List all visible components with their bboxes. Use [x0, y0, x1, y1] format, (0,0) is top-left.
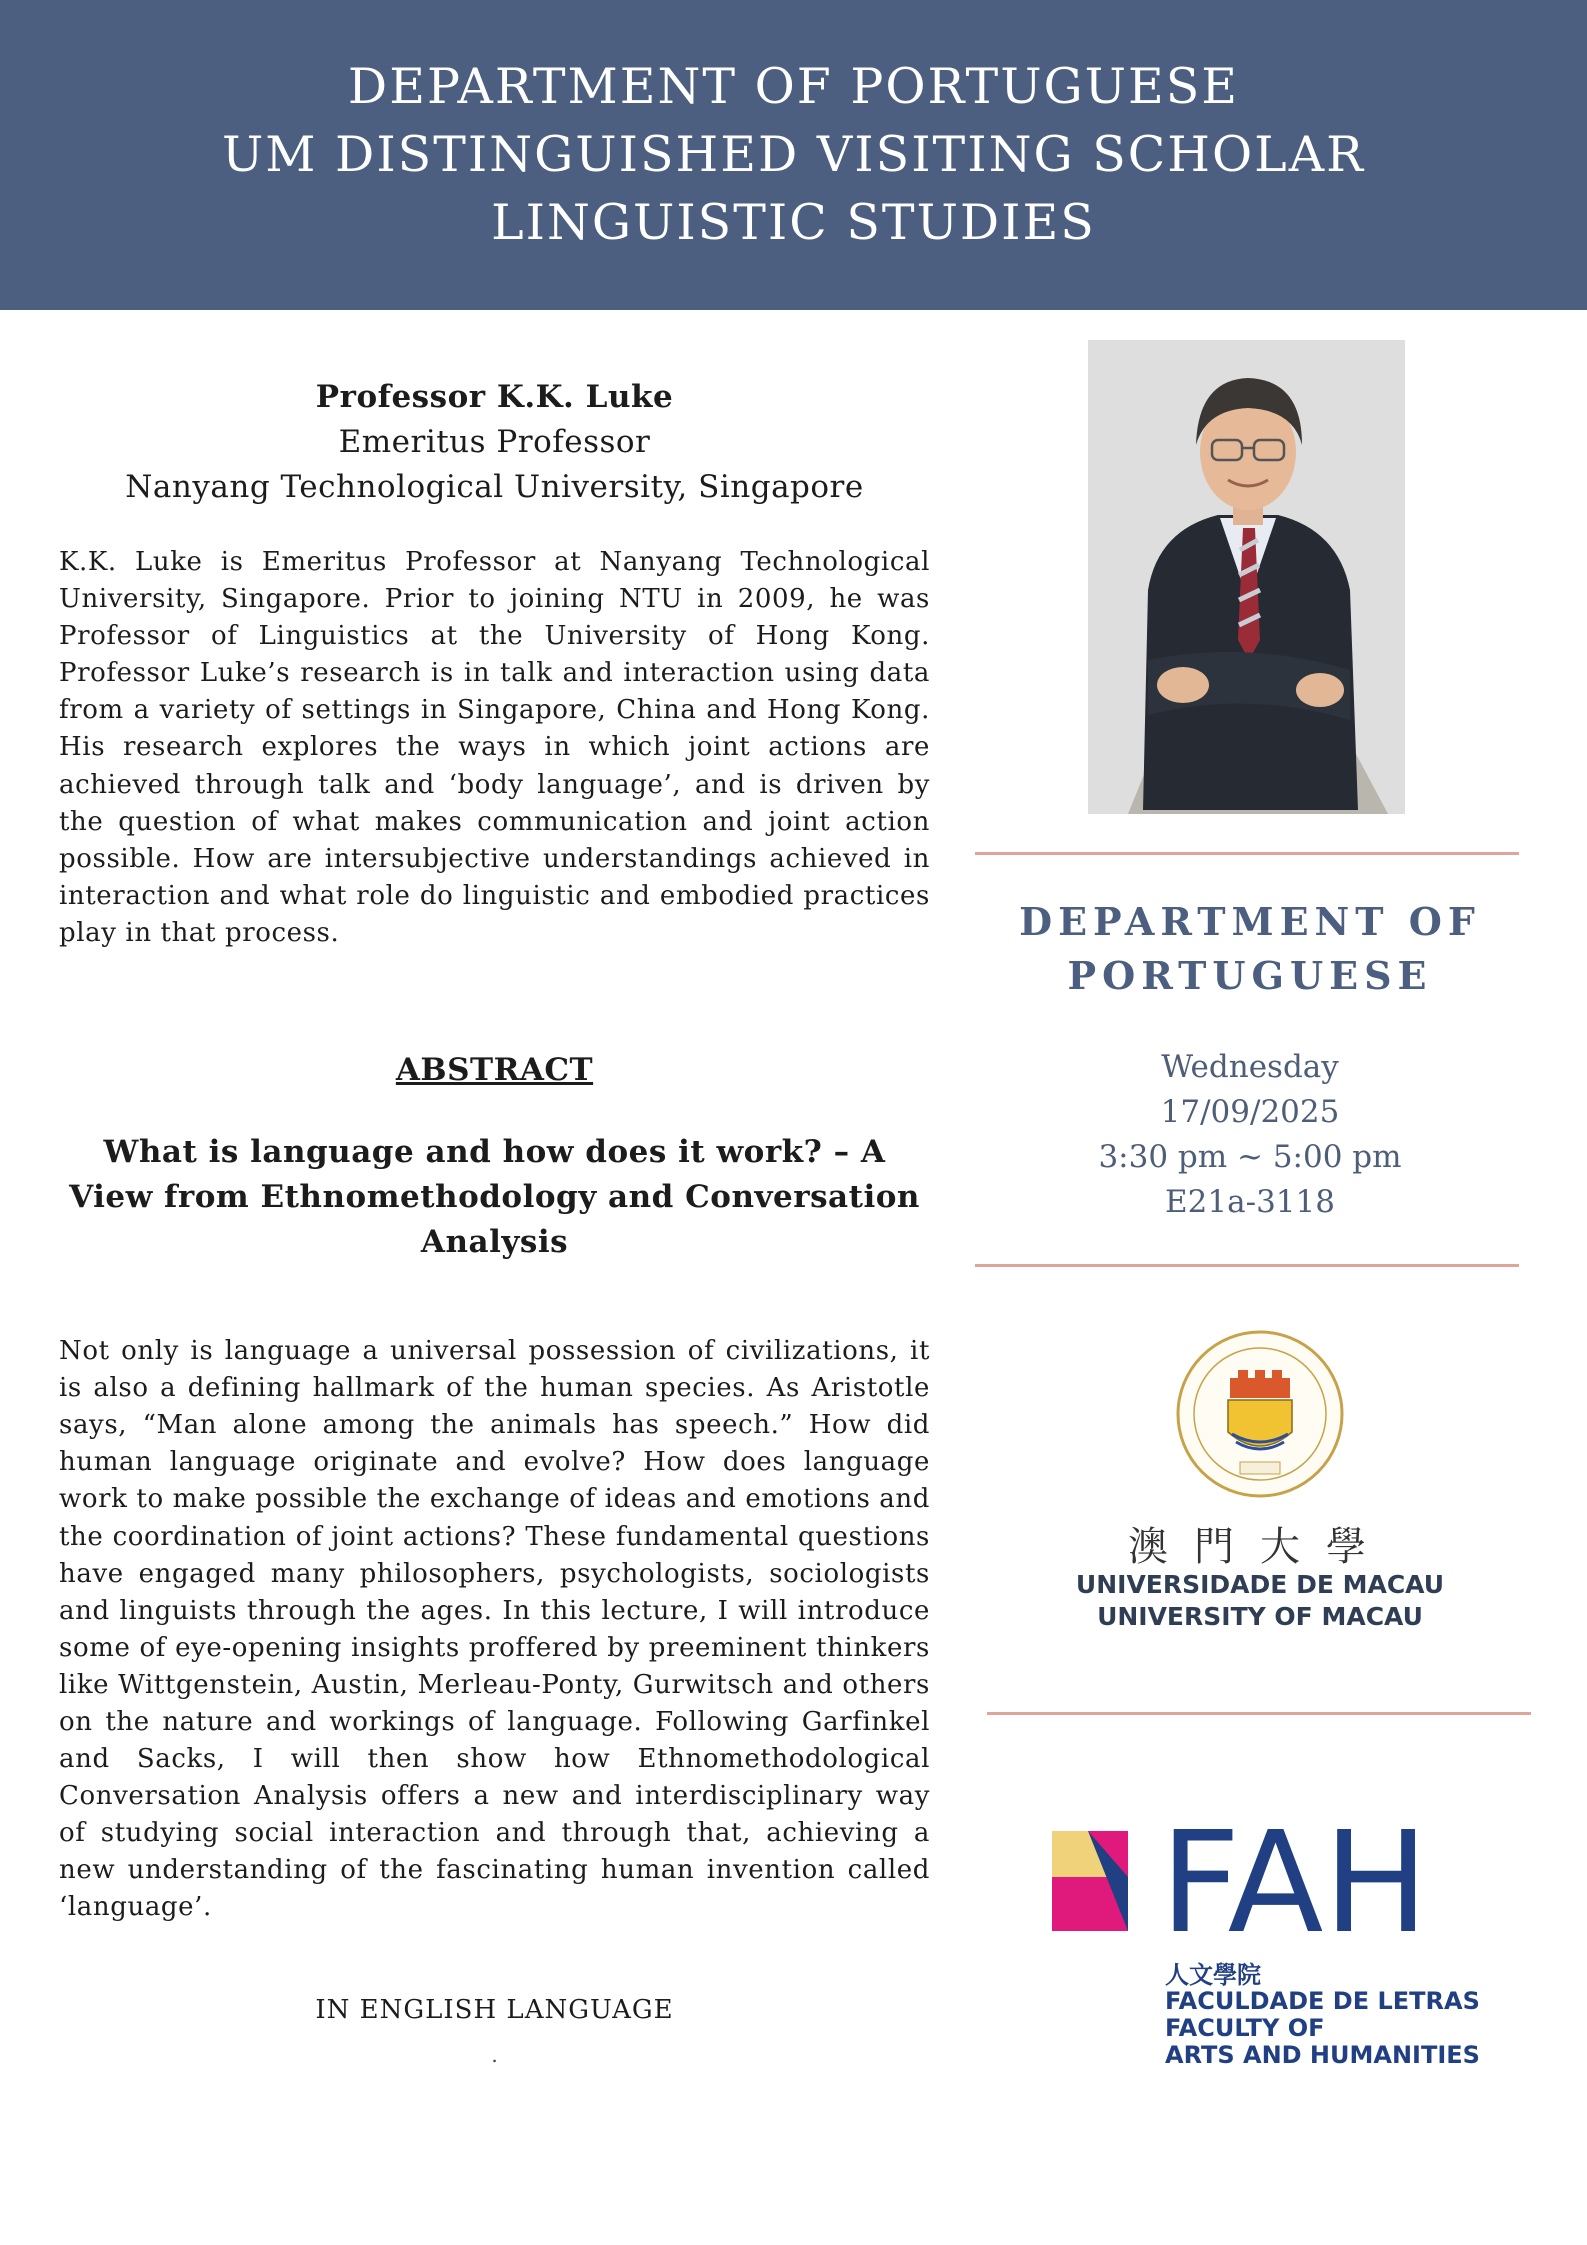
um-chinese-name: 澳門大學 — [1128, 1524, 1392, 1570]
event-details — [980, 1045, 1520, 1225]
speaker-name: Professor K.K. Luke — [315, 379, 674, 415]
event-day: Wednesday — [1161, 1049, 1339, 1085]
banner-line-2: UM DISTINGUISHED VISITING SCHOLAR — [222, 126, 1365, 183]
main-column — [59, 375, 930, 2067]
speaker-photo-illustration — [1088, 340, 1405, 814]
fah-line-portuguese: FACULDADE DE LETRAS — [1165, 1987, 1480, 2015]
department-name — [980, 895, 1520, 1003]
fah-line-english-1: FACULTY OF — [1165, 2014, 1325, 2042]
speaker-bio: K.K. Luke is Emeritus Professor at Nanyang Technological University, Singapore. Prior to joining NTU in 2009, he was Professor of Linguistics at the University of Hong Kong. Professor Luke’s research is in talk and interaction using data from a variety of settings in Singapore, China and Hong Kong. His research explores the ways in which joint actions are achieved through talk and ‘body language’, and is driven by the question of what makes communication and joint action possible. How are intersubjective understandings achieved in interaction and what role do linguistic and embodied practices play in that process. — [59, 547, 930, 948]
talk-title: What is language and how does it work? – A View from Ethnomethodology and Conversation Analysis — [69, 1134, 920, 1261]
banner-line-3: LINGUISTIC STUDIES — [491, 194, 1096, 251]
department-line-2: PORTUGUESE — [1067, 953, 1433, 998]
um-name-portuguese: UNIVERSIDADE DE MACAU — [1075, 1570, 1445, 1599]
language-note: IN ENGLISH LANGUAGE — [315, 1994, 674, 2025]
event-date: 17/09/2025 — [1160, 1094, 1340, 1130]
abstract-body: Not only is language a universal possession of civilizations, it is also a defining hallmark of the human species. As Aristotle says, “Man alone among the animals has speech.” How did human language originate and evolve? How does language work to make possible the exchange of ideas and emotions and the coordination of joint actions? These fundamental questions have engaged many philosophers, psychologists, sociologists and linguists through the ages. In this lecture, I will introduce some of eye-opening insights proffered by preeminent thinkers like Wittgenstein, Austin, Merleau-Ponty, Gurwitsch and others on the nature and workings of language. Following Garfinkel and Sacks, I will then show how Ethnomethodological Conversation Analysis offers a new and interdisciplinary way of studying social interaction and through that, achieving a new understanding of the fascinating human invention called ‘language’. — [59, 1336, 930, 1923]
fah-wordmark: FAH — [1160, 1825, 1429, 1965]
abstract-heading: ABSTRACT — [395, 1052, 594, 1089]
fah-line-english-2: ARTS AND HUMANITIES — [1165, 2041, 1480, 2069]
um-name-english: UNIVERSITY OF MACAU — [1097, 1602, 1423, 1631]
fah-chinese: 人文學院 — [1165, 1961, 1261, 1989]
speaker-title: Emeritus Professor — [338, 424, 651, 460]
event-time: 3:30 pm ~ 5:00 pm — [1098, 1139, 1402, 1175]
department-line-1: DEPARTMENT OF — [1019, 899, 1481, 944]
divider-bottom — [987, 1712, 1531, 1715]
divider-middle — [975, 1264, 1519, 1267]
event-venue: E21a-3118 — [1165, 1184, 1335, 1220]
header-banner — [0, 0, 1587, 310]
speaker-block — [59, 375, 930, 510]
divider-top — [975, 852, 1519, 855]
banner-line-1: DEPARTMENT OF PORTUGUESE — [347, 58, 1240, 115]
speaker-affiliation: Nanyang Technological University, Singapore — [125, 469, 864, 505]
trailing-mark: . — [491, 2042, 498, 2067]
speaker-photo — [1088, 340, 1405, 814]
